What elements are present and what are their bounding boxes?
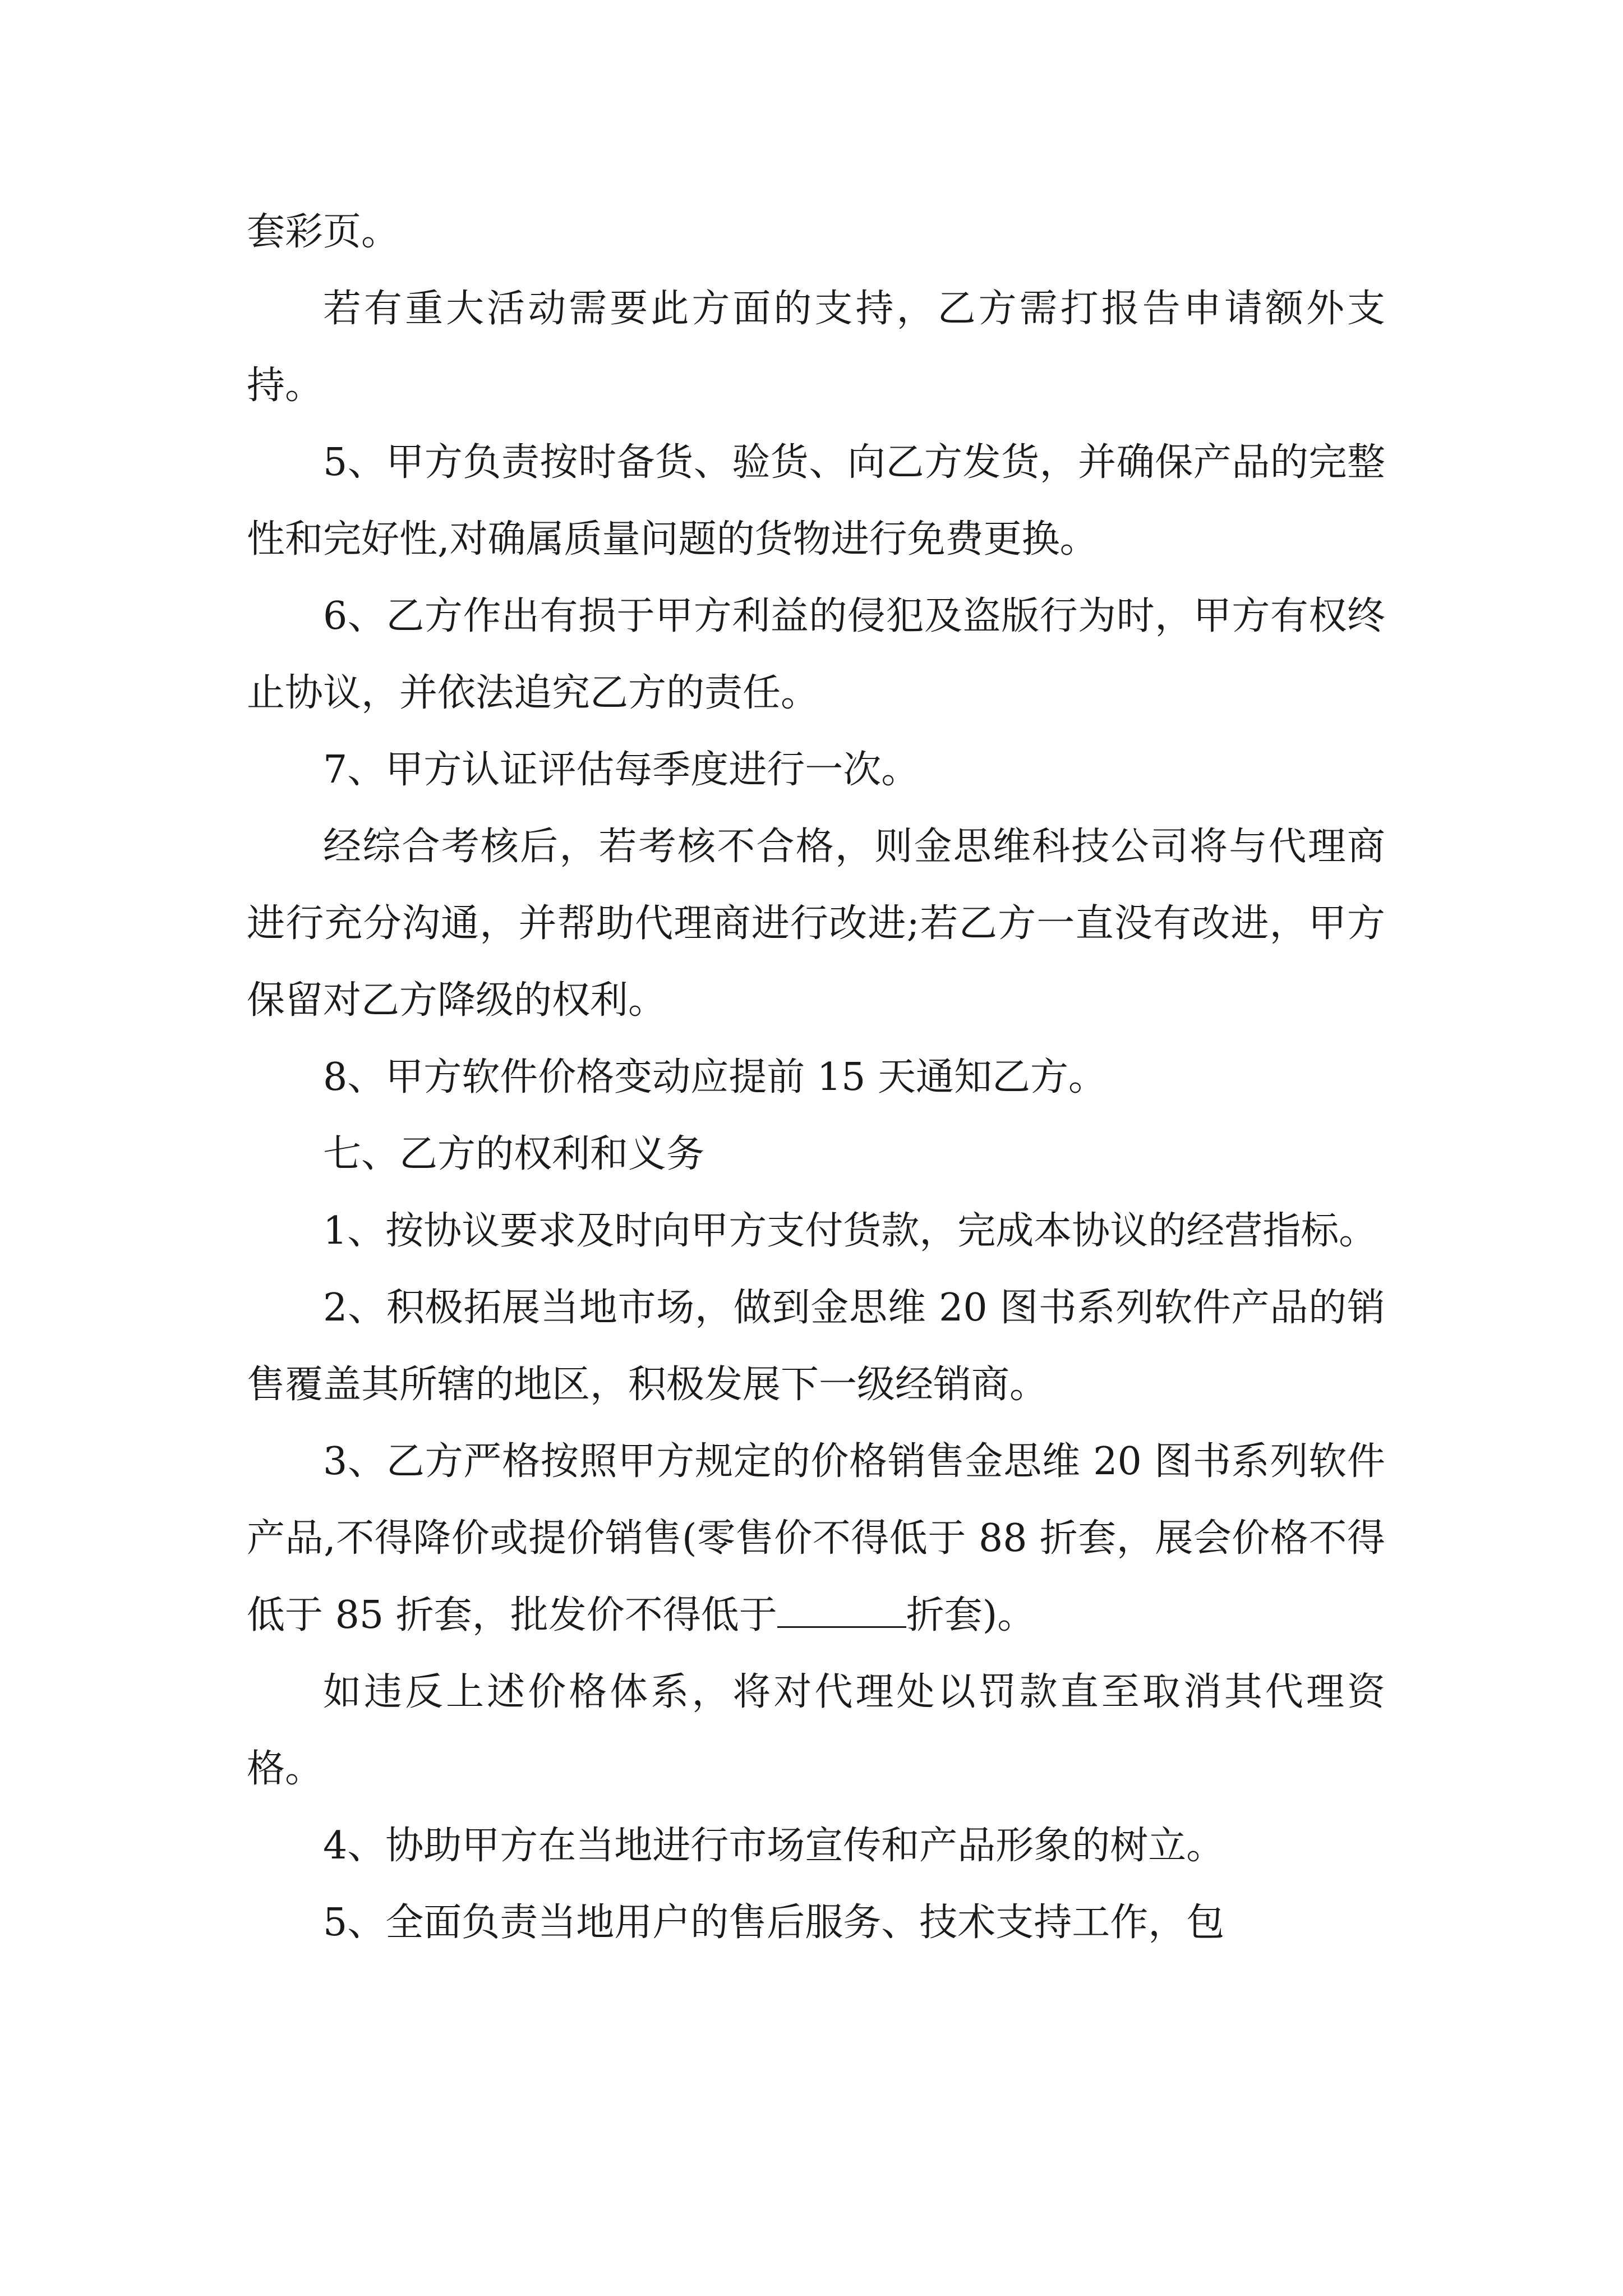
paragraph: 6、乙方作出有损于甲方利益的侵犯及盗版行为时，甲方有权终止协议，并依法追究乙方的责任。	[247, 594, 1385, 715]
paragraph: 7、甲方认证评估每季度进行一次。	[323, 748, 920, 792]
paragraph: 4、协助甲方在当地进行市场宣传和产品形象的树立。	[323, 1824, 1225, 1868]
paragraph: 套彩页。	[247, 210, 400, 254]
document-body	[247, 194, 1385, 1961]
fill-in-blank	[777, 1593, 906, 1628]
paragraph: 2、积极拓展当地市场，做到金思维 20 图书系列软件产品的销售覆盖其所辖的地区，积极发展下一级经销商。	[247, 1286, 1385, 1407]
paragraph: 1、按协议要求及时向甲方支付货款，完成本协议的经营指标。	[323, 1209, 1377, 1253]
paragraph: 8、甲方软件价格变动应提前 15 天通知乙方。	[323, 1055, 1107, 1099]
paragraph: 5、全面负责当地用户的售后服务、技术支持工作，包	[323, 1901, 1225, 1945]
paragraph: 经综合考核后，若考核不合格，则金思维科技公司将与代理商进行充分沟通，并帮助代理商进行改进;若乙方一直没有改进，甲方保留对乙方降级的权利。	[247, 825, 1385, 1023]
section-heading: 七、乙方的权利和义务	[323, 1132, 705, 1176]
paragraph: 5、甲方负责按时备货、验货、向乙方发货，并确保产品的完整性和完好性,对确属质量问题的货物进行免费更换。	[247, 440, 1385, 562]
paragraph: 如违反上述价格体系，将对代理处以罚款直至取消其代理资格。	[247, 1670, 1385, 1791]
paragraph: 若有重大活动需要此方面的支持，乙方需打报告申请额外支持。	[247, 287, 1385, 408]
paragraph-text-after-blank: 折套)。	[906, 1593, 1036, 1637]
paragraph	[247, 1423, 1385, 1654]
paragraph-text-before-blank: 3、乙方严格按照甲方规定的价格销售金思维 20 图书系列软件产品,不得降价或提价销售(零售价不得低于 88 折套，展会价格不得低于 85 折套，批发价不得低于	[247, 1439, 1385, 1637]
